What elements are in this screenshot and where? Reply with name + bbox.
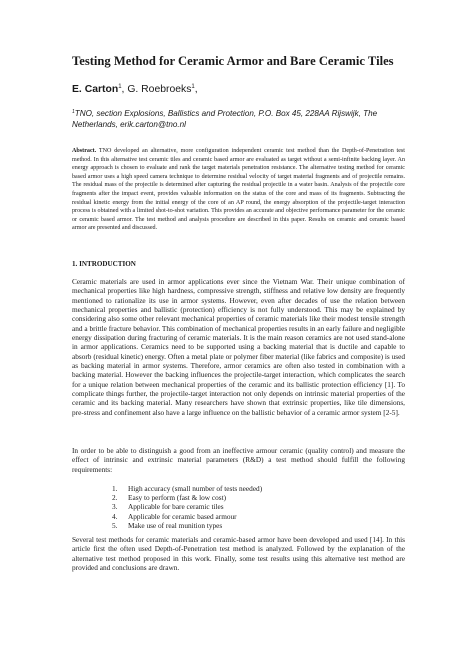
list-item	[112, 502, 262, 511]
list-item	[112, 512, 262, 521]
body-paragraph: Several test methods for ceramic materials and ceramic-based armor have been developed and used [14]. In this article first the often used Depth-of-Penetration test method is analyzed. Followed by the explanation of the alternative test method proposed in this work. Finally, some test results using this alternative test method are provided and conclusions are drawn.	[72, 535, 405, 573]
list-item-number: 4.	[112, 511, 118, 521]
list-item-text: Easy to perform (fast & low cost)	[128, 493, 227, 503]
author-superscript: 1	[191, 84, 195, 90]
list-item-number: 3.	[112, 502, 118, 512]
list-item-text: Applicable for bare ceramic tiles	[128, 502, 224, 512]
section-heading: 1. INTRODUCTION	[72, 260, 136, 268]
list-item-text: High accuracy (small number of tests needed)	[128, 484, 263, 493]
list-item-number: 2.	[112, 493, 118, 503]
abstract-text: TNO developed an alternative, more configuration independent ceramic test method than the Depth-of-Penetration test method. In this alternative test ceramic tiles and ceramic based armor are evaluated as target without a semi-infinite backing layer. An energy approach is chosen to evaluate and rank the target materials penetration resistance. The alternative testing method for ceramic based armor uses a high speed camera technique to determine residual velocity of target material fragments and of projectile remains. The residual mass of the projectile is determined after capturing the residual projectile in a water basin. Analysis of the projectile core fragments after the impact event, provides valuable information on the status of the core and mass of its fragments. Subtracting the residual kinetic energy from the initial energy of the core of an AP round, the energy absorption of the projectile-target interaction process is obtained with a limited shot-to-shot variation. This provides an accurate and objective performance parameter for the ceramic or ceramic based armor. The test method and analysis procedure are described in this paper. Results on ceramic and ceramic based armor are presented and discussed.	[72, 148, 405, 232]
author-name: G. Roebroeks	[127, 84, 192, 95]
abstract	[72, 147, 405, 233]
list-item-text: Applicable for ceramic based armour	[128, 511, 237, 521]
body-paragraph: Ceramic materials are used in armor applications ever since the Vietnam War. Their unique combination of mechanical properties like high hardness, compressive strength, stiffness and relative low density are frequently mentioned to rationalize its use in armor systems. However, even after decades of use the relation between mechanical properties and ballistic (protection) efficiency is not fully understood. This may be explained by considering also some other relevant mechanical properties of ceramic materials like their modest tensile strength and a brittle fracture behavior. This combination of mechanical properties results in an early failure and negligible energy dissipation during fracturing of ceramic materials. It is the main reason ceramics are not used stand-alone in armor applications. Ceramics need to be supported using a backing material that is ductile and capable to absorb (residual kinetic) energy. Often a metal plate or polymer fiber material (like fabrics and composite) is used as backing material in armor systems. Therefore, armor ceramics are often also tested in combination with a backing material. However the backing influences the projectile-target interaction, which complicates the search for a unique relation between mechanical properties of the ceramic and its ballistic protection efficiency [1]. To complicate things further, the projectile-target interaction not only depends on intrinsic material properties of the ceramic and its backing material. Many researchers have shown that extrinsic properties, like tile dimensions, pre-stress and confinement also have a large influence on the ballistic behavior of a ceramic armor system [2-5].	[72, 277, 405, 417]
paper-title: Testing Method for Ceramic Armor and Bare Ceramic Tiles	[72, 54, 394, 68]
list-item	[112, 484, 262, 493]
list-item	[112, 493, 262, 502]
list-item-number: 5.	[112, 520, 118, 530]
author-superscript: 1	[118, 84, 122, 90]
author-trailing-comma: ,	[194, 84, 198, 95]
author-name: E. Carton	[72, 84, 119, 95]
author-line	[72, 83, 198, 96]
author-separator: ,	[121, 84, 128, 95]
body-paragraph: In order to be able to distinguish a good from an ineffective armour ceramic (quality control) and measure the effect of intrinsic and extrinsic material parameters (R&D) a test method should fulfill the following requirements:	[72, 446, 405, 474]
affiliation-text: TNO, section Explosions, Ballistics and Protection, P.O. Box 45, 228AA Rijswijk, The Netherlands, erik.carton@tno.nl	[72, 109, 378, 129]
affiliation	[72, 108, 412, 130]
list-item-text: Make use of real munition types	[128, 520, 223, 530]
abstract-label: Abstract.	[72, 148, 97, 154]
requirements-list	[112, 484, 262, 530]
list-item-number: 1.	[112, 484, 118, 493]
affiliation-superscript: 1	[72, 109, 75, 115]
list-item	[112, 521, 262, 530]
